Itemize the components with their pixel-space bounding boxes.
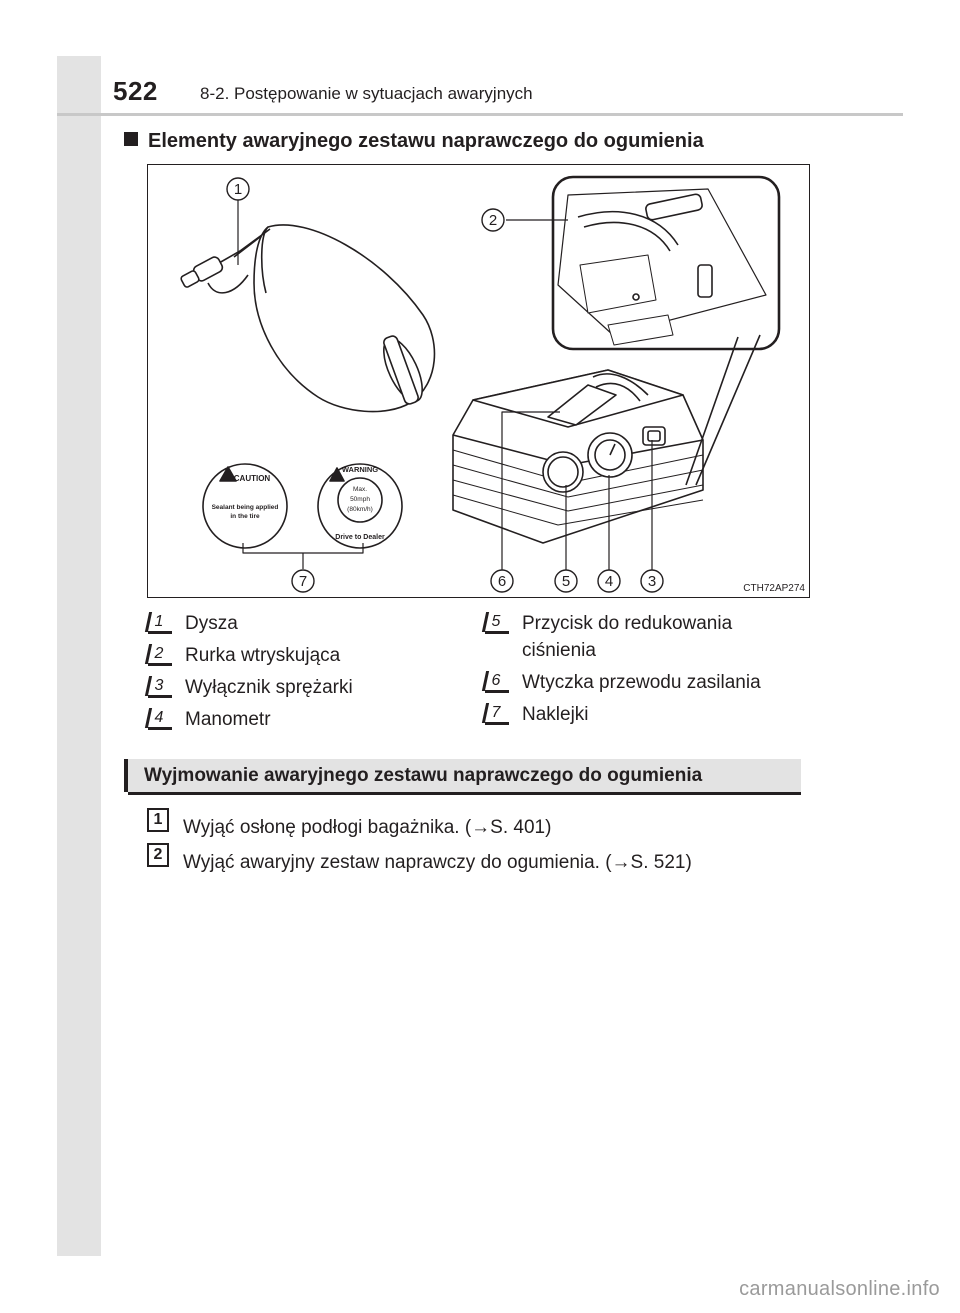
callout-7	[292, 570, 314, 592]
legend-text: Wyłącznik sprężarki	[185, 677, 353, 698]
caution-line2: in the tire	[230, 513, 260, 520]
subsection-title-text: Elementy awaryjnego zestawu naprawczego do ogumienia	[148, 130, 704, 152]
header-divider	[57, 113, 903, 116]
callout-6	[491, 570, 513, 592]
legend-item	[150, 674, 353, 701]
repair-kit-drawing	[148, 165, 810, 598]
compressor-drawing	[453, 370, 703, 543]
callout-4-text: 4	[604, 573, 614, 590]
page-number: 522	[113, 76, 158, 106]
callout-5-text: 5	[561, 573, 571, 590]
legend-text: Wtyczka przewodu zasilania	[522, 672, 761, 693]
legend-text: Naklejki	[522, 704, 589, 725]
callout-3-text: 3	[647, 573, 657, 590]
legend-number: 7	[487, 703, 505, 723]
callout-6-text: 6	[497, 573, 507, 590]
repair-kit-illustration	[147, 164, 810, 598]
callout-5	[555, 570, 577, 592]
section-header: 8-2. Postępowanie w sytuacjach awaryjnych	[200, 84, 533, 103]
square-bullet-icon	[124, 132, 138, 146]
warning-heading: WARNING	[341, 465, 379, 474]
legend-item	[150, 610, 238, 637]
callout-7-text: 7	[298, 573, 308, 590]
legend-number: 2	[150, 644, 168, 664]
figure-code: CTH72AP274	[743, 583, 805, 594]
step-number: 2	[147, 843, 169, 867]
warning-line1: Max.	[352, 486, 368, 493]
caution-line1: Sealant being applied	[211, 504, 279, 511]
callout-2-text: 2	[488, 212, 498, 229]
callout-2	[482, 209, 504, 231]
legend-item	[150, 642, 340, 669]
step-number: 1	[147, 808, 169, 832]
callout-1-text: 1	[233, 181, 243, 198]
legend-number: 6	[487, 671, 505, 691]
step-text: Wyjąć osłonę podłogi bagażnika. (→S. 401)	[183, 817, 552, 838]
legend-text: Rurka wtryskująca	[185, 645, 341, 666]
procedure-title: Wyjmowanie awaryjnego zestawu naprawczego do ogumienia	[124, 759, 801, 792]
legend-text: Przycisk do redukowania ciśnienia	[522, 613, 733, 661]
subsection-title	[124, 130, 704, 153]
legend-item	[487, 669, 761, 696]
procedure-step	[147, 846, 692, 875]
legend-item	[150, 706, 271, 733]
legend-number: 4	[150, 708, 168, 728]
callout-4	[598, 570, 620, 592]
warning-line2: 50mph	[350, 496, 370, 503]
sealant-bottle-drawing	[180, 225, 434, 412]
watermark: carmanualsonline.info	[739, 1278, 940, 1300]
legend-number: 5	[487, 612, 505, 632]
legend-number: 1	[150, 612, 168, 632]
caution-heading: CAUTION	[233, 474, 271, 483]
warning-footer: Drive to Dealer	[335, 534, 385, 541]
legend-item	[487, 610, 782, 664]
step-text: Wyjąć awaryjny zestaw naprawczy do ogumienia. (→S. 521)	[183, 852, 692, 873]
legend-text: Manometr	[185, 709, 271, 730]
warning-line3: (80km/h)	[347, 506, 373, 513]
legend-item	[487, 701, 589, 728]
page-side-strip	[57, 56, 101, 1256]
legend-text: Dysza	[185, 613, 238, 634]
callout-1	[227, 178, 249, 200]
legend-number: 3	[150, 676, 168, 696]
callout-3	[641, 570, 663, 592]
procedure-step	[147, 811, 552, 840]
